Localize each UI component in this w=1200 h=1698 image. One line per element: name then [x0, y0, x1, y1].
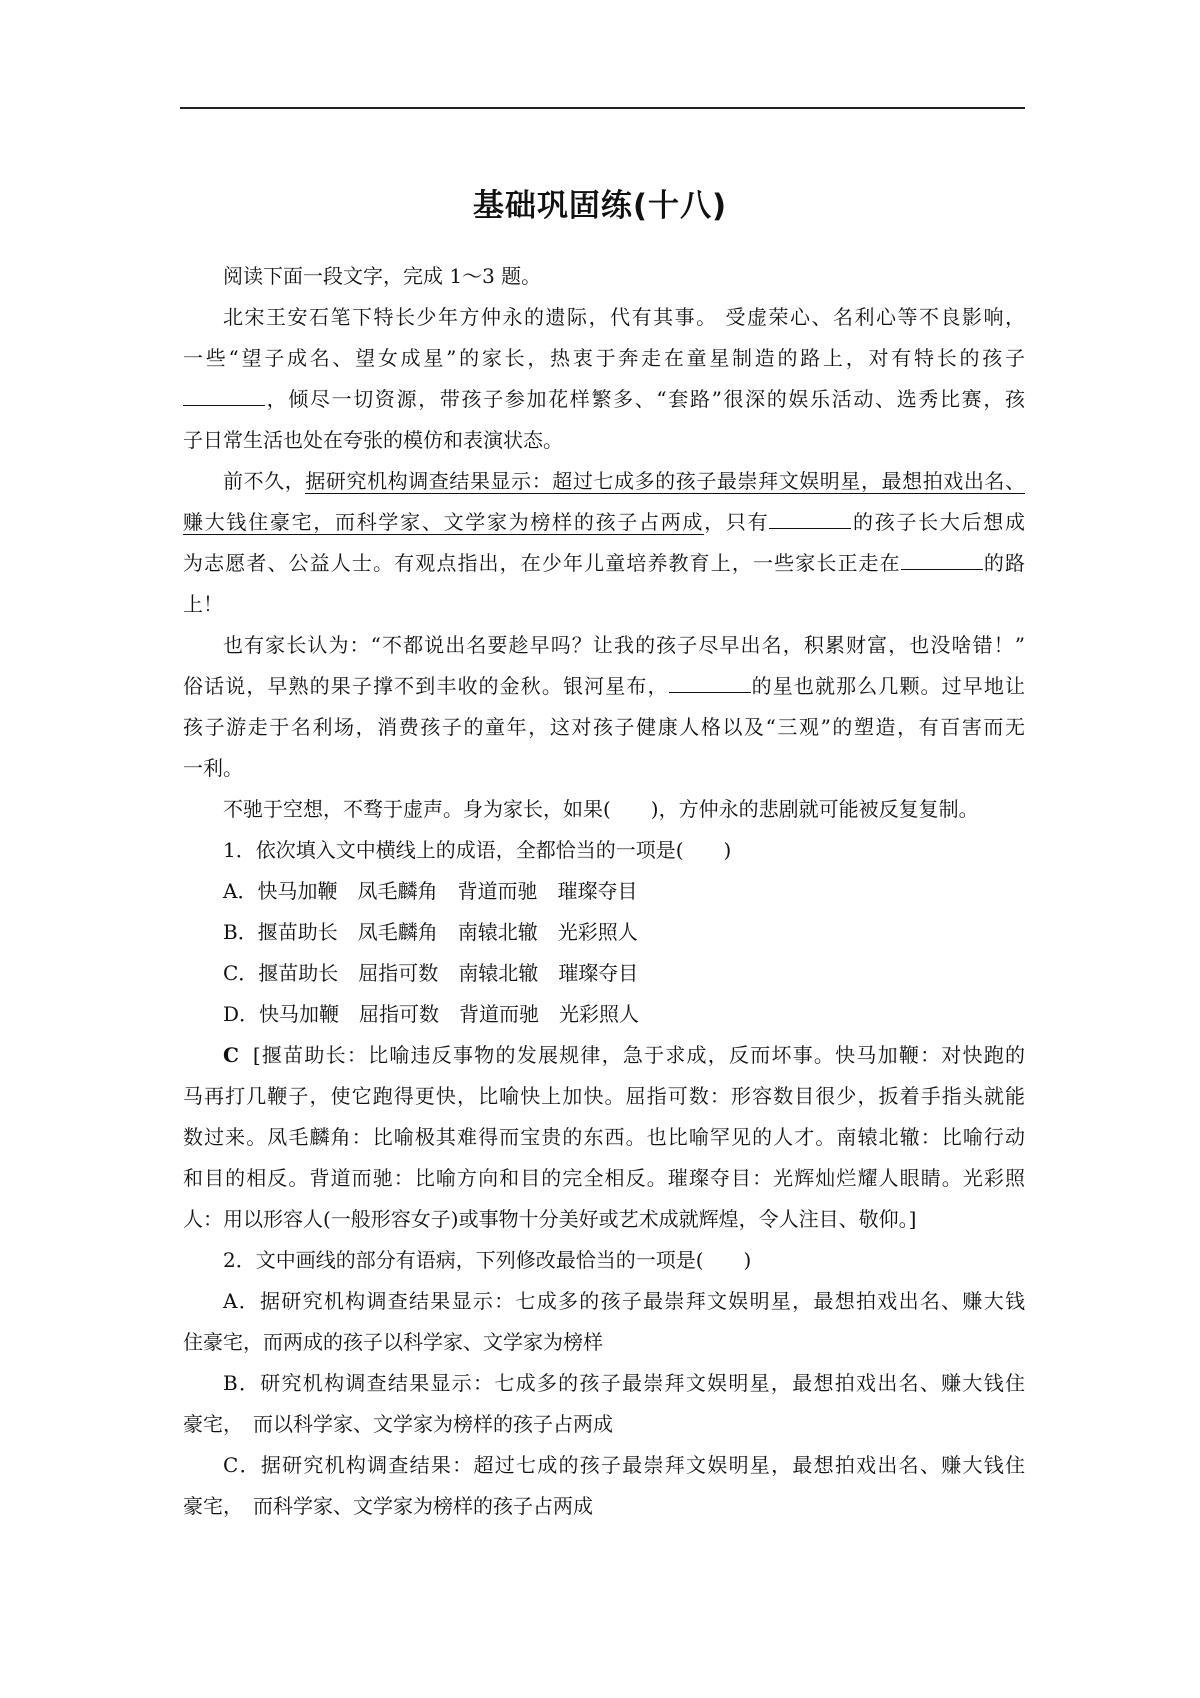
- passage-p2-line1-pre: 前不久，: [223, 469, 306, 493]
- question-1-option-a: [183, 871, 1025, 912]
- option-word: 快马加鞭: [257, 879, 338, 903]
- answer-1-line2: 马再打几鞭子，使它跑得更快，比喻快上加快。屈指可数：形容数目很少，扳着手指头就能: [183, 1084, 1025, 1108]
- option-letter: A．: [223, 879, 258, 903]
- passage-p2-line2: [183, 502, 1025, 543]
- option-word: 揠苗助长: [258, 961, 339, 985]
- option-word: 屈指可数: [358, 961, 439, 985]
- option-word: 凤毛麟角: [357, 879, 438, 903]
- passage-p3-line1: 也有家长认为：“不都说出名要趁早吗？让我的孩子尽早出名，积累财富，也没啥错！”: [223, 633, 1025, 657]
- option-word: 南辕北辙: [457, 920, 538, 944]
- option-word: 璀璨夺目: [558, 961, 639, 985]
- option-word: 背道而驰: [459, 1002, 540, 1026]
- option-word: 屈指可数: [359, 1002, 440, 1026]
- option-word: 快马加鞭: [259, 1002, 340, 1026]
- question-1-stem: 1．依次填入文中横线上的成语，全都恰当的一项是( ): [223, 838, 732, 862]
- answer-1-line1: [183, 1035, 1025, 1076]
- passage-p2-line3: [183, 543, 1025, 584]
- option-word: 光彩照人: [559, 1002, 640, 1026]
- question-2-option-a-line1: A．据研究机构调查结果显示：七成多的孩子最崇拜文娱明星，最想拍戏出名、赚大钱: [223, 1289, 1025, 1313]
- question-2-option-b-line1: B．研究机构调查结果显示：七成多的孩子最崇拜文娱明星，最想拍戏出名、赚大钱住: [223, 1371, 1025, 1395]
- question-2-option-a-line2: 住豪宅，而两成的孩子以科学家、文学家为榜样: [183, 1330, 603, 1354]
- answer-1-line1-text: [揠苗助长：比喻违反事物的发展规律，急于求成，反而坏事。快马加鞭：对快跑的: [252, 1043, 1025, 1067]
- passage-p2-line2-mid: ，只有: [704, 510, 770, 534]
- option-letter: D．: [223, 1002, 260, 1026]
- passage-p1-line2: 一些“望子成名、望女成星”的家长，热衷于奔走在童星制造的路上，对有特长的孩子: [183, 346, 1025, 370]
- passage-p2-line3-pre: 为志愿者、公益人士。有观点指出，在少年儿童培养教育上，一些家长正走在: [183, 551, 901, 575]
- passage-p3-line2: [183, 666, 1025, 707]
- passage-p4: 不驰于空想，不骛于虚声。身为家长，如果( )，方仲永的悲剧就可能被反复复制。: [223, 797, 979, 821]
- question-2-option-c-line1: C．据研究机构调查结果：超过七成的孩子最崇拜文娱明星，最想拍戏出名、赚大钱住: [223, 1453, 1025, 1477]
- question-2-stem: 2．文中画线的部分有语病，下列修改最恰当的一项是( ): [223, 1248, 752, 1272]
- option-word: 背道而驰: [457, 879, 538, 903]
- passage-p3-line3: 孩子游走于名利场，消费孩子的童年，这对孩子健康人格以及“三观”的塑造，有百害而无: [183, 715, 1025, 739]
- passage-p2-line1: [183, 461, 1025, 502]
- answer-1-line3: 数过来。凤毛麟角：比喻极其难得而宝贵的东西。也比喻罕见的人才。南辕北辙：比喻行动: [183, 1125, 1025, 1149]
- option-word: 凤毛麟角: [357, 920, 438, 944]
- question-1-option-c: [183, 953, 1025, 994]
- option-word: 光彩照人: [557, 920, 638, 944]
- question-1-option-b: [183, 912, 1025, 953]
- passage-p2-line2-post: 的孩子长大后想成: [851, 510, 1026, 534]
- underlined-sentence-part1: 据研究机构调查结果显示：超过七成多的孩子最崇拜文娱明星，最想拍戏出名、: [305, 469, 1026, 493]
- passage-p3-line2-post: 的星也就那么几颗。过早地让: [750, 674, 1026, 698]
- blank-2: [769, 527, 851, 529]
- question-2-option-c-line2: 豪宅， 而科学家、文学家为榜样的孩子占两成: [183, 1494, 593, 1518]
- passage-p1-line4: 子日常生活也处在夸张的模仿和表演状态。: [183, 428, 563, 452]
- passage-p2-line4: 上！: [183, 592, 223, 616]
- passage-p2-line3-post: 的路: [982, 551, 1026, 575]
- document-body: [183, 256, 1025, 1527]
- answer-letter: C: [223, 1043, 239, 1067]
- answer-1-line4: 和目的相反。背道而驰：比喻方向和目的完全相反。璀璨夺目：光辉灿烂耀人眼睛。光彩照: [183, 1166, 1025, 1190]
- passage-p1-line3-text: ，倾尽一切资源，带孩子参加花样繁多、“套路”很深的娱乐活动、选秀比赛，孩: [265, 387, 1025, 411]
- header-rule: [180, 107, 1025, 109]
- underlined-sentence-part2: 赚大钱住豪宅，而科学家、文学家为榜样的孩子占两成: [183, 510, 705, 534]
- passage-p1-line3: [183, 379, 1025, 420]
- blank-1: [183, 404, 265, 406]
- question-1-option-d: [183, 994, 1025, 1035]
- blank-3: [901, 568, 983, 570]
- blank-4: [669, 691, 751, 693]
- option-word: 南辕北辙: [458, 961, 539, 985]
- option-letter: B．: [223, 920, 258, 944]
- page-title: 基础巩固练(十八): [472, 188, 728, 224]
- option-letter: C．: [223, 961, 259, 985]
- intro-instruction: 阅读下面一段文字，完成 1～3 题。: [223, 264, 542, 288]
- passage-p3-line2-pre: 俗话说，早熟的果子撑不到丰收的金秋。银河星布，: [183, 674, 669, 698]
- option-word: 揠苗助长: [257, 920, 338, 944]
- passage-p3-line4: 一利。: [183, 756, 243, 780]
- option-word: 璀璨夺目: [557, 879, 638, 903]
- answer-1-line5: 人：用以形容人(一般形容女子)或事物十分美好或艺术成就辉煌，令人注目、敬仰。]: [183, 1207, 917, 1231]
- question-2-option-b-line2: 豪宅， 而以科学家、文学家为榜样的孩子占两成: [183, 1412, 613, 1436]
- passage-p1-line1: 北宋王安石笔下特长少年方仲永的遗际，代有其事。 受虚荣心、名利心等不良影响，: [223, 305, 1025, 329]
